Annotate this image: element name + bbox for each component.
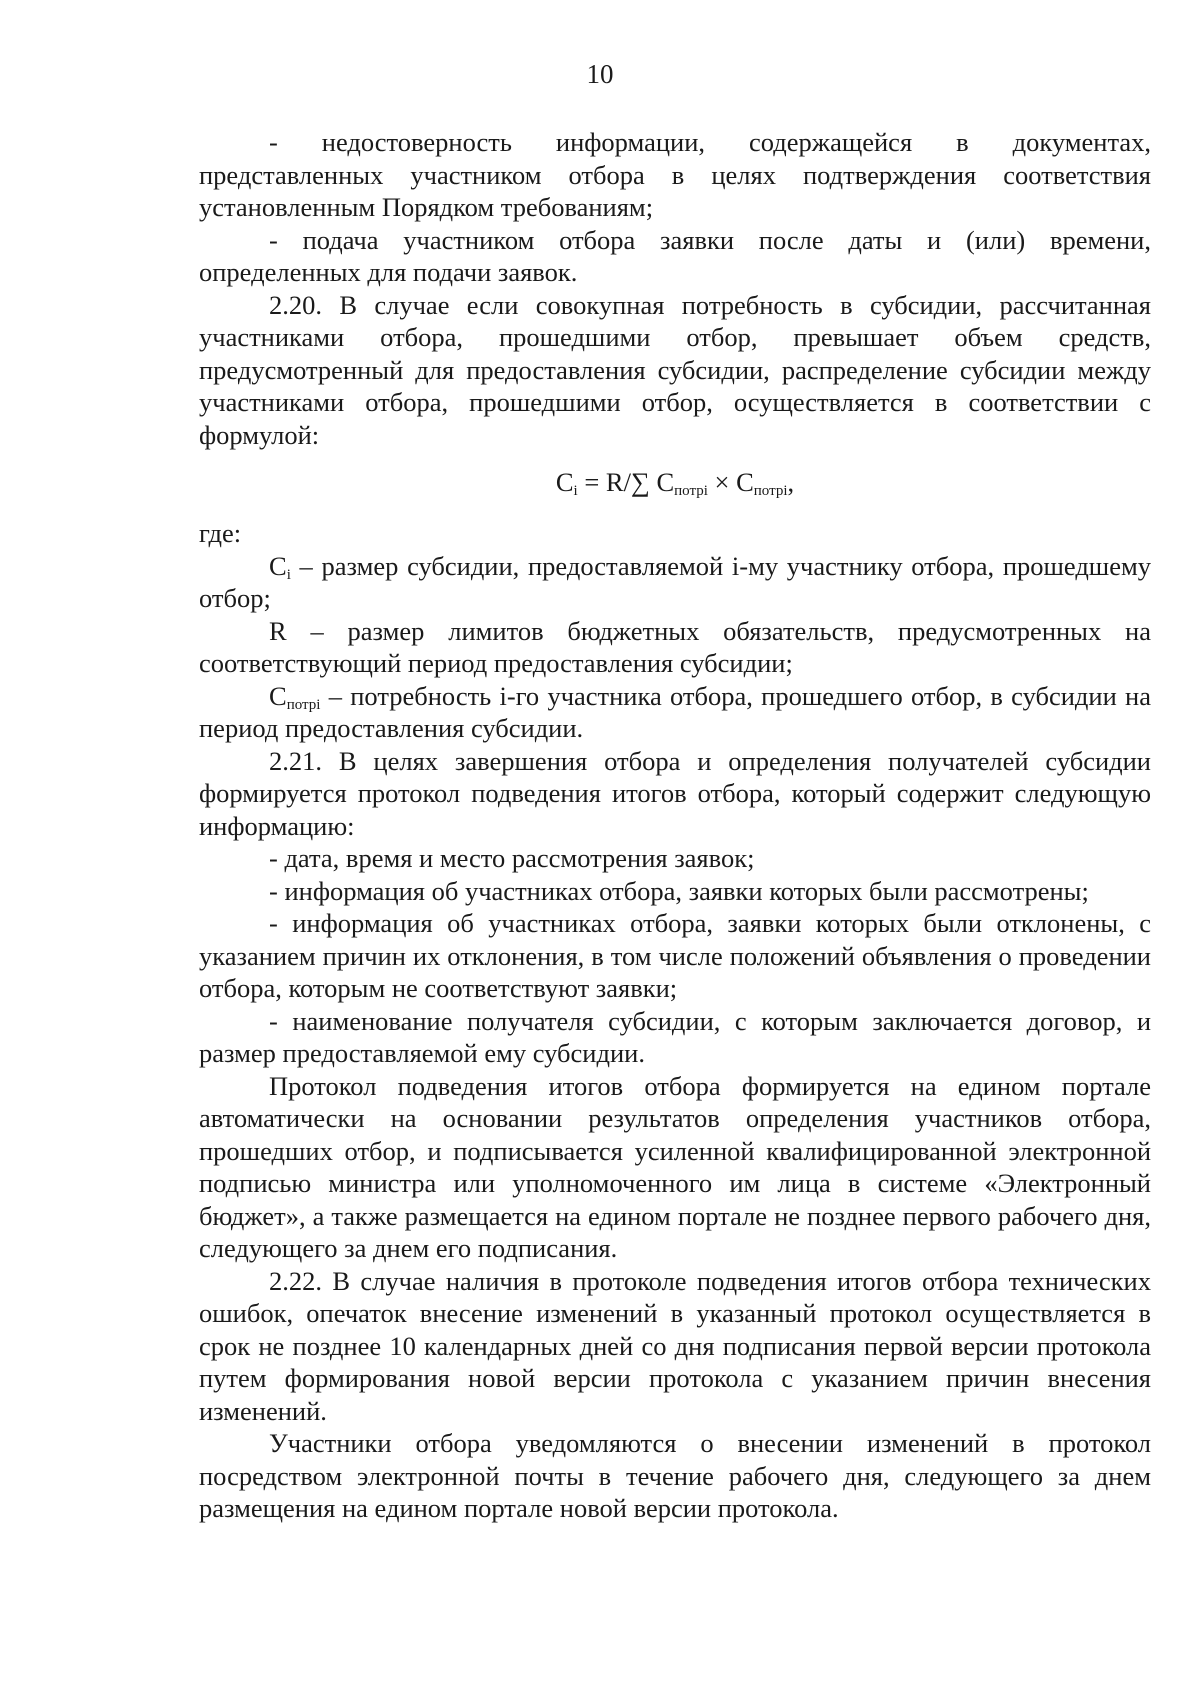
- definition-r: R – размер лимитов бюджетных обязательств, предусмотренных на соответствующий период предоставления субсидии;: [199, 615, 1151, 678]
- definition-cpotr-text: – потребность i-го участника отбора, прошедшего отбор, в субсидии на период предоставления субсидии.: [199, 680, 1151, 743]
- paragraph-unreliable-info: - недостоверность информации, содержащейся в документах, представленных участником отбора в целях подтверждения соответствия установленным Порядком требованиям;: [199, 127, 1151, 222]
- paragraph-2-21: 2.21. В целях завершения отбора и определения получателей субсидии формируется протокол подведения итогов отбора, который содержит следующую информацию:: [199, 745, 1151, 841]
- list-item-considered-applications: - информация об участниках отбора, заявки которых были рассмотрены;: [269, 875, 1089, 906]
- page-number: 10: [586, 59, 614, 89]
- formula-sum-sub: потрi: [674, 483, 708, 499]
- definition-ci-text: – размер субсидии, предоставляемой i-му участнику отбора, прошедшему отбор;: [199, 550, 1151, 613]
- list-item-date-time-place: - дата, время и место рассмотрения заявок;: [269, 843, 755, 873]
- definition-ci: [199, 550, 1151, 615]
- subsidy-formula: [199, 465, 1151, 499]
- where-label: где:: [199, 518, 242, 548]
- formula-eq: = R/∑ C: [577, 467, 675, 497]
- formula-rhs-sub: потрi: [753, 483, 788, 499]
- symbol-c-2: C: [269, 680, 287, 711]
- paragraph-2-20: 2.20. В случае если совокупная потребность в субсидии, рассчитанная участниками отбора, прошедшими отбор, превышает объем средств, предусмотренный для предоставления субсидии, распределение субсидии между участниками отбора, прошедшими отбор, осуществляется в соответствии с формулой:: [199, 289, 1151, 450]
- formula-lhs-sub: i: [573, 483, 578, 499]
- symbol-c-sub-potr: потрi: [286, 696, 321, 713]
- list-item-rejected-applications: - информация об участниках отбора, заявки которых были отклонены, с указанием причин их отклонения, в том числе положений объявления о проведении отбора, которым не соответствуют заявки;: [199, 908, 1151, 1003]
- paragraph-2-22: 2.22. В случае наличия в протоколе подведения итогов отбора технических ошибок, опечаток внесение изменений в указанный протокол осуществляется в срок не позднее 10 календарных дней со дня подписания первой версии протокола путем формирования новой версии протокола с указанием причин внесения изменений.: [199, 1265, 1151, 1426]
- symbol-c: C: [269, 550, 287, 581]
- definition-cpotr: [199, 680, 1151, 745]
- symbol-c-sub-i: i: [286, 566, 291, 583]
- list-item-recipient-name: - наименование получателя субсидии, с которым заключается договор, и размер предоставляемой ему субсидии.: [199, 1005, 1151, 1068]
- formula-times: × C: [707, 467, 754, 497]
- document-body: [199, 126, 1151, 1525]
- formula-end: ,: [787, 467, 795, 497]
- paragraph-protocol: Протокол подведения итогов отбора формируется на едином портале автоматически на основании результатов определения участников отбора, прошедших отбор, и подписывается усиленной квалифицированной электронной подписью министра или уполномоченного им лица в системе «Электронный бюджет», а также размещается на едином портале не позднее первого рабочего дня, следующего за днем его подписания.: [199, 1070, 1151, 1263]
- paragraph-late-submission: - подача участником отбора заявки после даты и (или) времени, определенных для подачи заявок.: [199, 224, 1151, 287]
- paragraph-notification: Участники отбора уведомляются о внесении изменений в протокол посредством электронной почты в течение рабочего дня, следующего за днем размещения на едином портале новой версии протокола.: [199, 1428, 1151, 1523]
- formula-lhs: C: [555, 467, 574, 497]
